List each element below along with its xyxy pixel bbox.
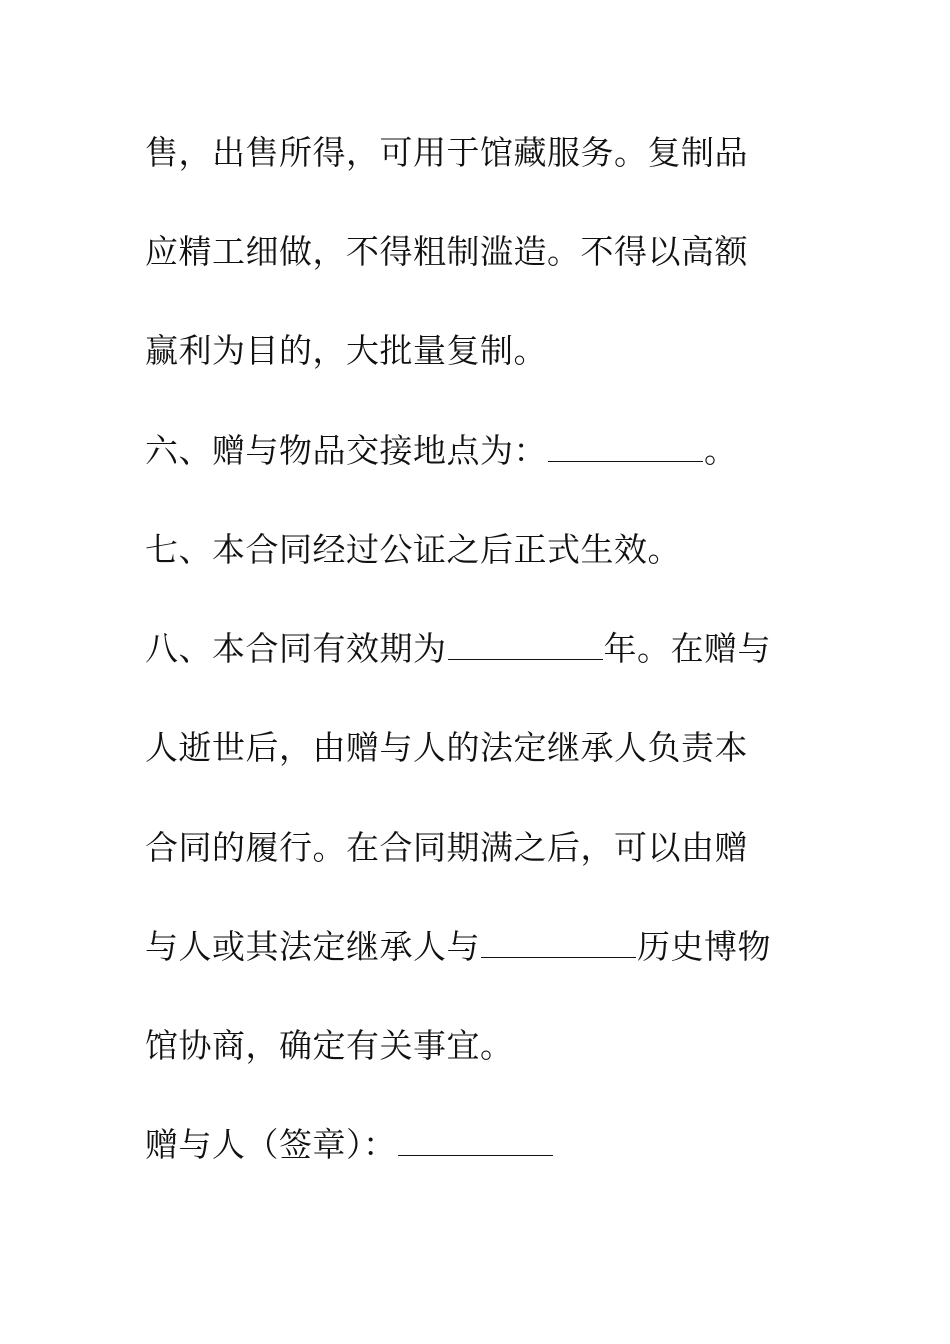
clause-six-text: 六、赠与物品交接地点为： xyxy=(145,431,547,470)
museum-line-suffix: 历史博物 xyxy=(637,927,771,966)
museum-line-text: 与人或其法定继承人与 xyxy=(145,927,480,966)
donor-signature-blank[interactable] xyxy=(398,1123,553,1156)
contract-text-line: 售，出售所得，可用于馆藏服务。复制品 xyxy=(145,133,748,172)
contract-text-line: 合同的履行。在合同期满之后，可以由赠 xyxy=(145,828,748,867)
handover-location-blank[interactable] xyxy=(548,429,703,462)
contract-text-line: 赢利为目的，大批量复制。 xyxy=(145,331,547,370)
contract-text-line: 人逝世后，由赠与人的法定继承人负责本 xyxy=(145,728,748,767)
clause-six-handover-location xyxy=(145,426,738,476)
clause-seven-effective: 七、本合同经过公证之后正式生效。 xyxy=(145,530,681,569)
donor-signature-label: 赠与人（签章）： xyxy=(145,1125,397,1164)
clause-six-end: 。 xyxy=(704,431,738,470)
donor-signature-line xyxy=(145,1120,554,1170)
validity-years-blank[interactable] xyxy=(448,627,603,660)
clause-eight-continuation: 年。在赠与 xyxy=(603,629,771,668)
museum-name-line xyxy=(145,922,771,972)
contract-text-line: 应精工细做，不得粗制滥造。不得以高额 xyxy=(145,232,748,271)
contract-text-line: 馆协商，确定有关事宜。 xyxy=(145,1026,514,1065)
museum-name-blank[interactable] xyxy=(481,925,636,958)
clause-eight-validity xyxy=(145,624,771,674)
clause-eight-text: 八、本合同有效期为 xyxy=(145,629,447,668)
